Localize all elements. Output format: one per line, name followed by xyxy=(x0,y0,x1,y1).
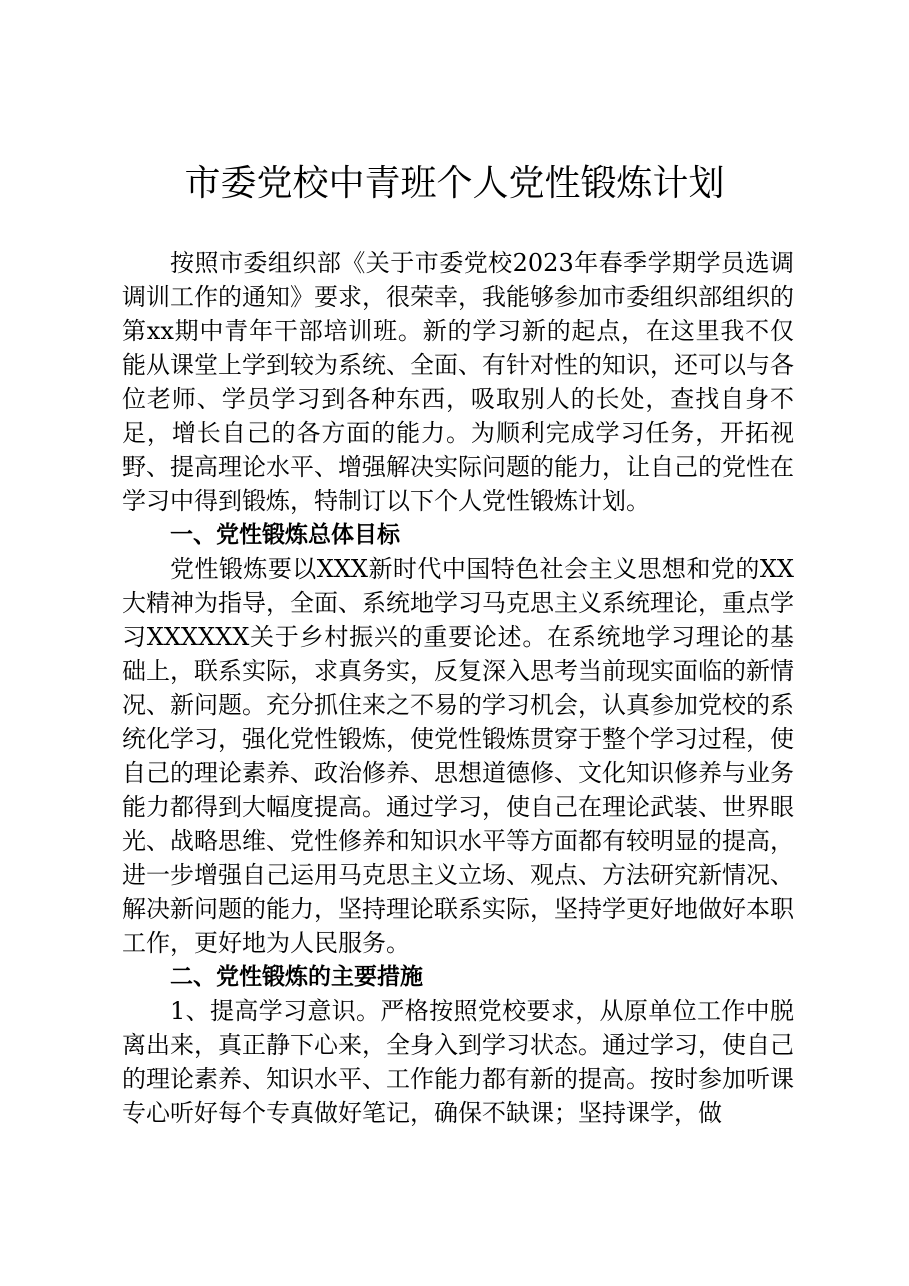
document-body xyxy=(122,246,794,1130)
document-title: 市委党校中青班个人党性锻炼计划 xyxy=(184,163,725,204)
section-heading-measures: 二、党性锻炼的主要措施 xyxy=(170,964,423,990)
intro-paragraph: 按照市委组织部《关于市委党校2023年春季学期学员选调调训工作的通知》要求，很荣幸，我能够参加市委组织部组织的第xx期中青年干部培训班。新的学习新的起点，在这里我不仅能从课堂上学到较为系统、全面、有针对性的知识，还可以与各位老师、学员学习到各种东西，吸取别人的长处，查找自身不足，增长自己的各方面的能力。为顺利完成学习任务，开拓视野、提高理论水平、增强解决实际问题的能力，让自己的党性在学习中得到锻炼，特制订以下个人党性锻炼计划。 xyxy=(122,249,794,515)
measure-item-1-paragraph: 1、提高学习意识。严格按照党校要求，从原单位工作中脱离出来，真正静下心来，全身入到学习状态。通过学习，使自己的理论素养、知识水平、工作能力都有新的提高。按时参加听课专心听好每个专真做好笔记，确保不缺课；坚持课学，做 xyxy=(122,997,794,1127)
section-heading-goals: 一、党性锻炼总体目标 xyxy=(170,522,400,548)
goals-paragraph: 党性锻炼要以XXX新时代中国特色社会主义思想和党的XX大精神为指导，全面、系统地学习马克思主义系统理论，重点学习XXXXXX关于乡村振兴的重要论述。在系统地学习理论的基础上，联系实际，求真务实，反复深入思考当前现实面临的新情况、新问题。充分抓住来之不易的学习机会，认真参加党校的系统化学习，强化党性锻炼，使党性锻炼贯穿于整个学习过程，使自己的理论素养、政治修养、思想道德修、文化知识修养与业务能力都得到大幅度提高。通过学习，使自己在理论武装、世界眼光、战略思维、党性修养和知识水平等方面都有较明显的提高，进一步增强自己运用马克思主义立场、观点、方法研究新情况、解决新问题的能力，坚持理论联系实际，坚持学更好地做好本职工作，更好地为人民服务。 xyxy=(122,555,794,957)
